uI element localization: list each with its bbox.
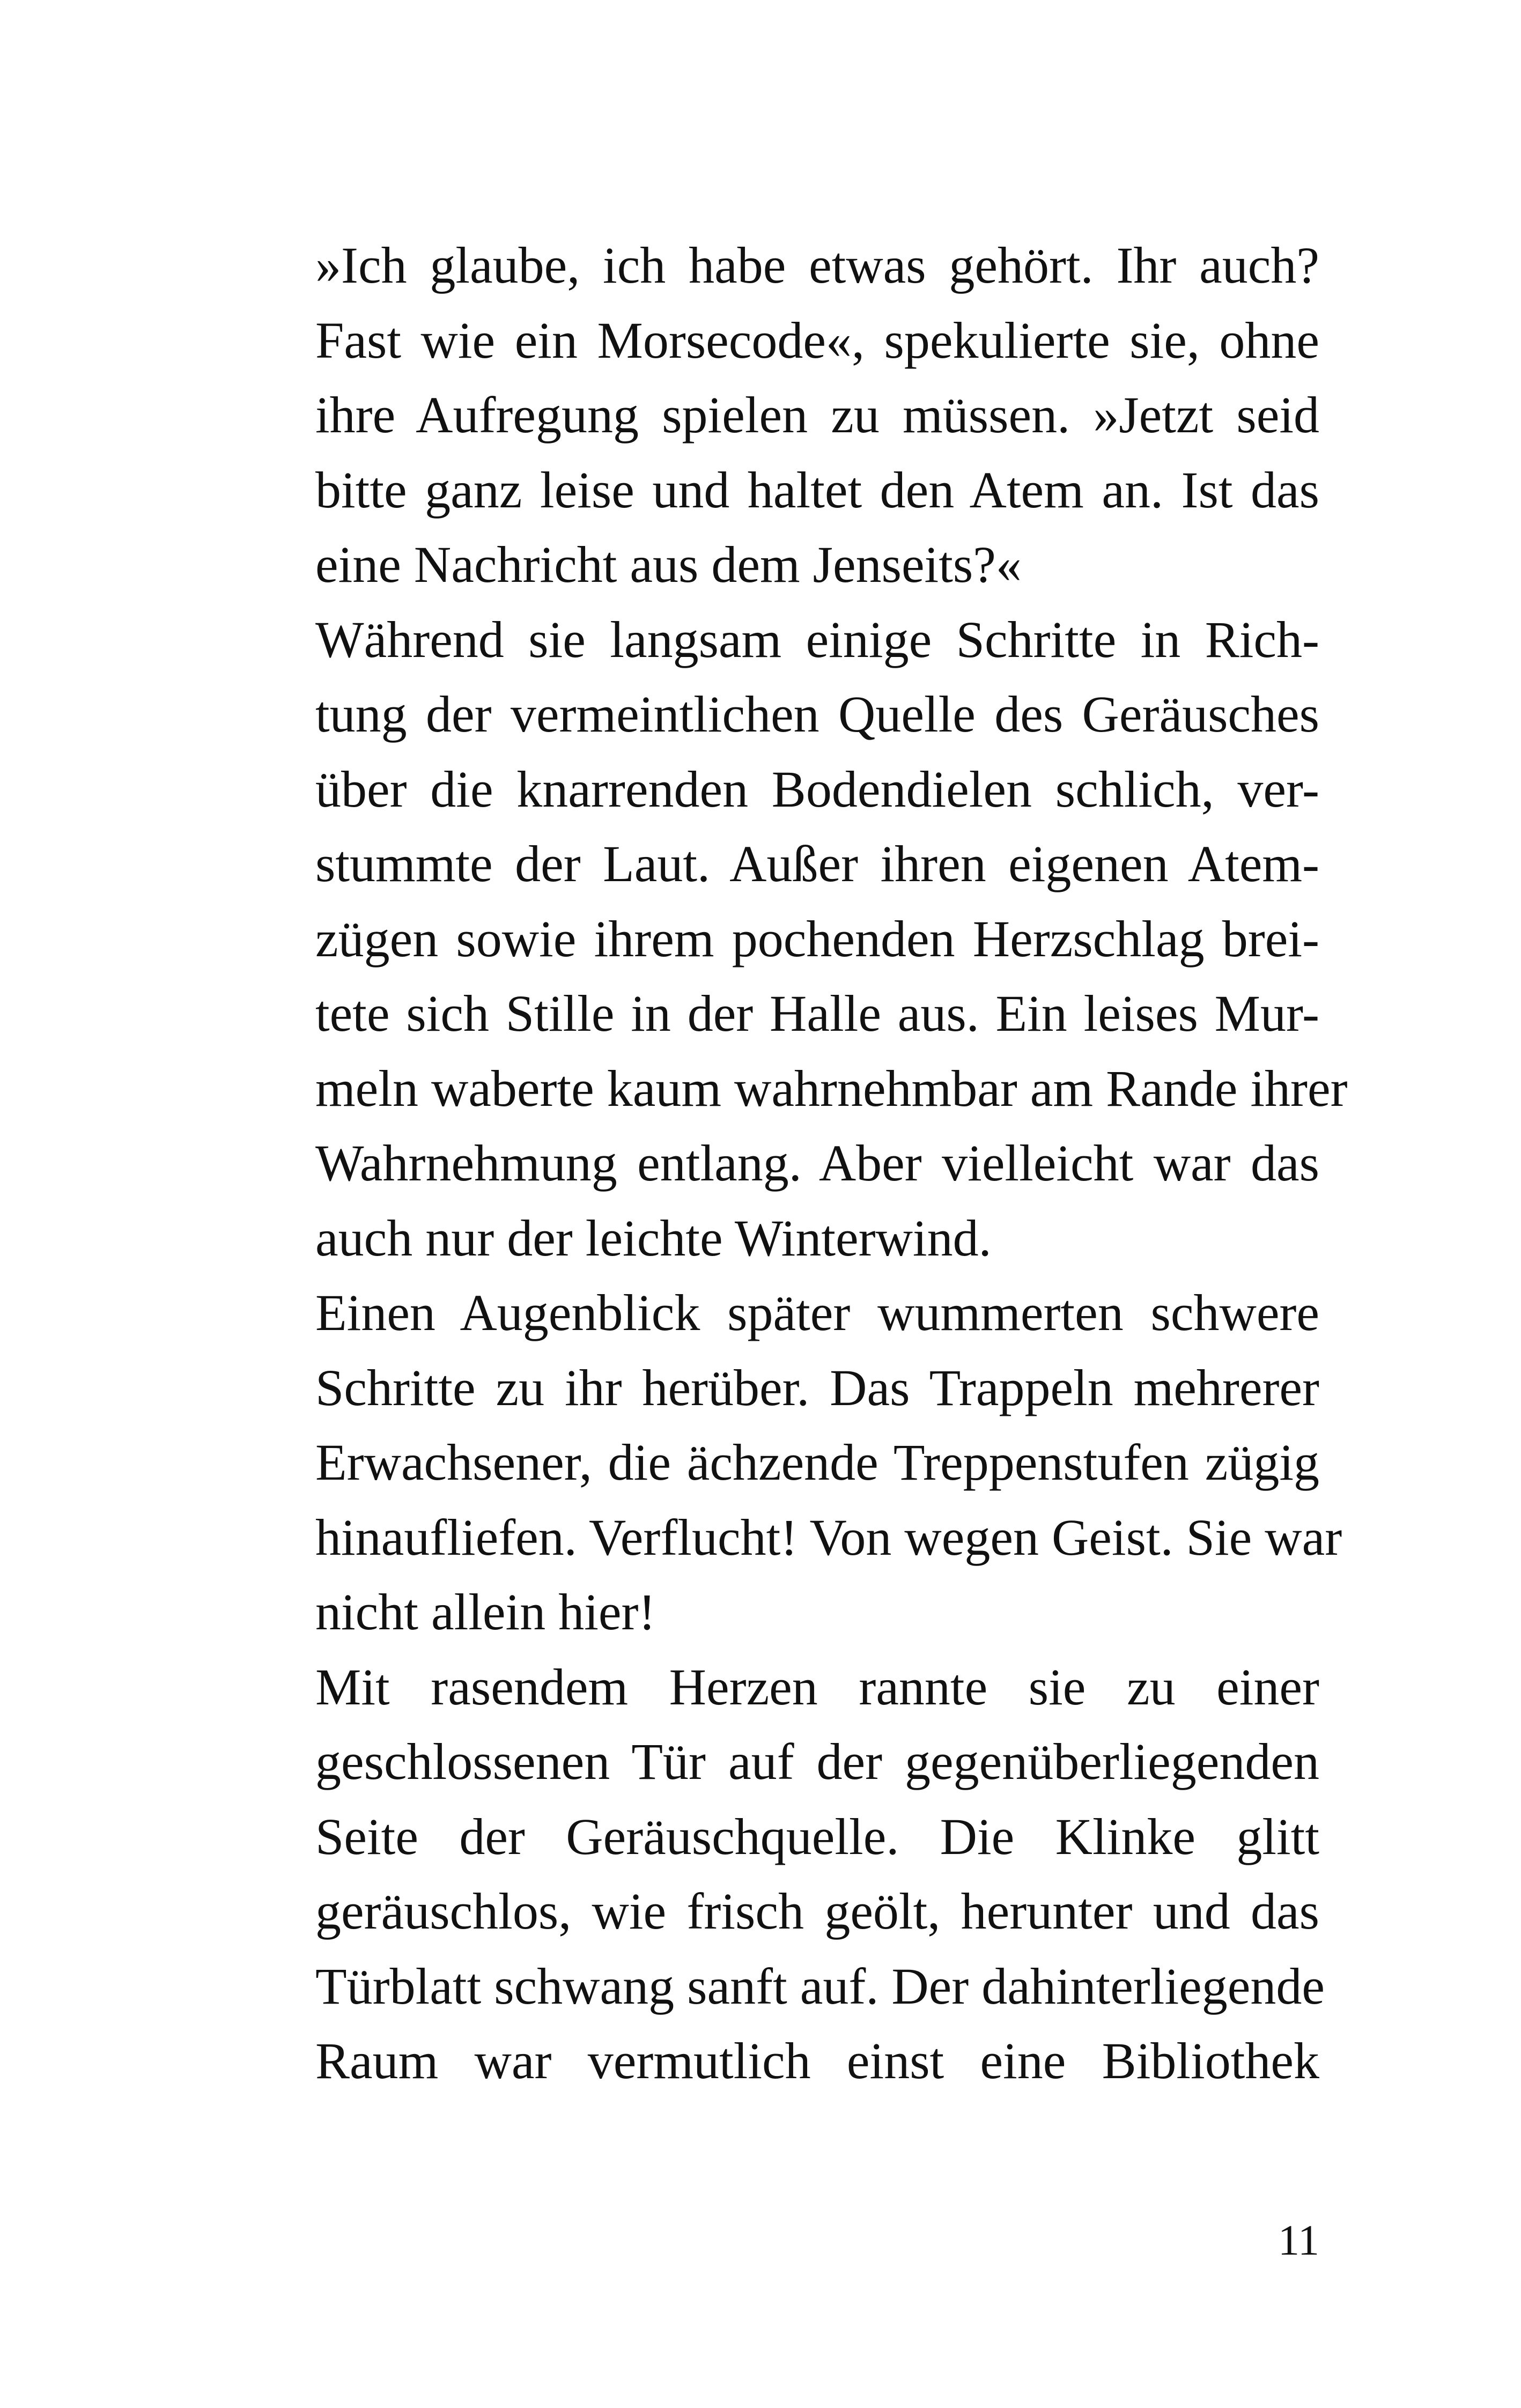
text-line: Türblatt schwang sanft auf. Der dahinterliegende	[315, 1957, 1325, 2015]
body-text	[252, 228, 1348, 2099]
text-line: über die knarrenden Bodendielen schlich, ver-	[315, 760, 1319, 818]
text-line: Seite der Geräuschquelle. Die Klinke glitt	[315, 1807, 1319, 1865]
text-line: geräuschlos, wie frisch geölt, herunter und das	[315, 1882, 1319, 1940]
paragraph-2	[252, 602, 1348, 1276]
text-line: meln waberte kaum wahrnehmbar am Rande ihrer	[315, 1059, 1348, 1117]
text-line: Erwachsener, die ächzende Treppenstufen zügig	[315, 1434, 1319, 1491]
page-number: 11	[1278, 2217, 1319, 2264]
text-line: Wahrnehmung entlang. Aber vielleicht war das	[315, 1134, 1319, 1192]
text-line: Raum war vermutlich einst eine Bibliothek	[315, 2032, 1319, 2089]
text-line: Mit rasendem Herzen rannte sie zu einer	[315, 1658, 1319, 1716]
text-line: tete sich Stille in der Halle aus. Ein leises Mur-	[315, 985, 1319, 1042]
paragraph-4	[252, 1650, 1325, 2099]
text-line: eine Nachricht aus dem Jenseits?«	[315, 536, 1022, 593]
text-line: Fast wie ein Morsecode«, spekulierte sie, ohne	[315, 311, 1319, 369]
text-line: hinaufliefen. Verflucht! Von wegen Geist. Sie war	[315, 1508, 1342, 1566]
text-line: auch nur der leichte Winterwind.	[315, 1209, 992, 1267]
text-line: zügen sowie ihrem pochenden Herzschlag brei-	[315, 910, 1319, 967]
text-line: Während sie langsam einige Schritte in Rich-	[315, 610, 1319, 668]
text-line: geschlossenen Tür auf der gegenüberliegenden	[315, 1733, 1319, 1790]
paragraph-1	[252, 228, 1319, 602]
text-line: Schritte zu ihr herüber. Das Trappeln mehrerer	[315, 1358, 1319, 1416]
text-line: »Ich glaube, ich habe etwas gehört. Ihr auch?	[315, 237, 1319, 294]
text-line: tung der vermeintlichen Quelle des Geräusches	[315, 685, 1319, 743]
text-line: Einen Augenblick später wummerten schwere	[315, 1284, 1319, 1341]
text-line: stummte der Laut. Außer ihren eigenen Atem-	[315, 835, 1319, 892]
paragraph-3	[252, 1275, 1342, 1650]
text-line: nicht allein hier!	[315, 1583, 656, 1641]
text-line: ihre Aufregung spielen zu müssen. »Jetzt seid	[315, 386, 1319, 444]
text-line: bitte ganz leise und haltet den Atem an. Ist das	[315, 461, 1319, 519]
